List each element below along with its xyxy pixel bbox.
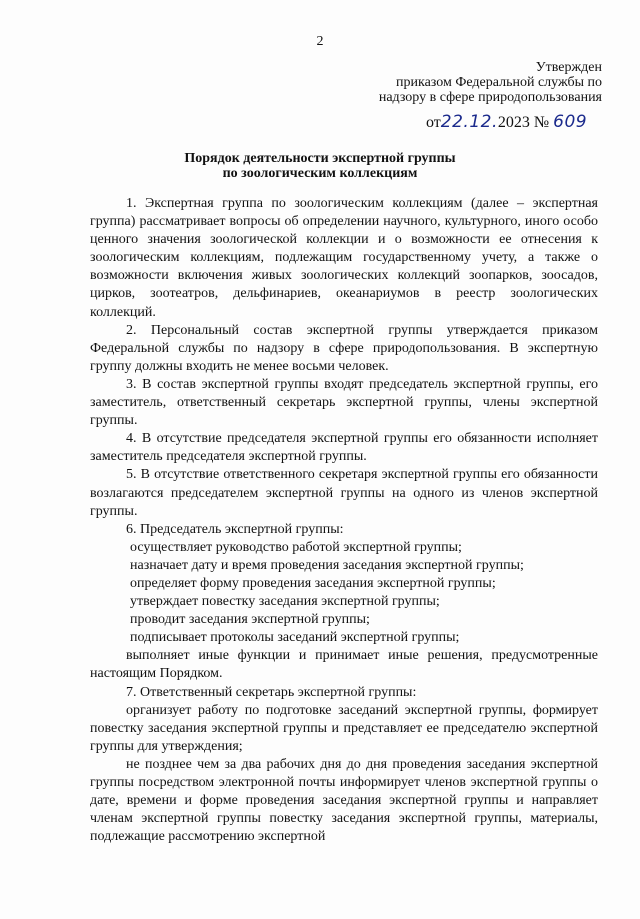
paragraph-7: 7. Ответственный секретарь экспертной группы: xyxy=(126,684,417,700)
document-title xyxy=(0,151,640,181)
order-number-label: № xyxy=(533,114,550,131)
approval-line: надзору в сфере природопользования xyxy=(378,90,602,105)
order-date-number xyxy=(426,112,587,132)
order-year: 2023 xyxy=(497,114,530,131)
paragraph-1: 1. Экспертная группа по зоологическим коллекциям (далее – экспертная группа) рассматривает вопросы об определении научного, культурного, иного особо ценного значения зоологической коллекции и о возможности ее отнесения к зоологическим коллекциям, подлежащим государственному учету, а также о возможности включения живых зоологических коллекций зоопарков, зоосадов, цирков, зоотеатров, дельфинариев, океанариумов в реестр зоологических коллекций. xyxy=(90,196,598,320)
chairman-duty: подписывает протоколы заседаний экспертной группы; xyxy=(130,630,460,646)
order-prefix: от xyxy=(426,114,441,131)
approval-line: приказом Федеральной службы по xyxy=(396,75,602,90)
approval-line: Утвержден xyxy=(535,60,602,75)
handwritten-date: 22.12. xyxy=(440,112,498,132)
page-number: 2 xyxy=(316,34,324,49)
handwritten-order-number: 609 xyxy=(553,112,588,132)
title-line-1: Порядок деятельности экспертной группы xyxy=(184,151,456,166)
chairman-duty-last: выполняет иные функции и принимает иные решения, предусмотренные настоящим Порядком. xyxy=(90,648,598,682)
secretary-duty: не позднее чем за два рабочих дня до дня проведения заседания экспертной группы посредством электронной почты информирует членов экспертной группы о дате, времени и форме проведения заседания экспертной группы и направляет членам экспертной группы повестку заседания экспертной группы, материалы, подлежащие рассмотрению экспертной xyxy=(90,756,598,845)
chairman-duty: утверждает повестку заседания экспертной группы; xyxy=(130,594,440,610)
paragraph-5: 5. В отсутствие ответственного секретаря экспертной группы его обязанности возлагаются председателем экспертной группы на одного из членов экспертной группы. xyxy=(90,467,598,519)
document-body xyxy=(90,195,598,846)
paragraph-6: 6. Председатель экспертной группы: xyxy=(126,521,344,537)
paragraph-4: 4. В отсутствие председателя экспертной группы его обязанности исполняет заместитель председателя экспертной группы. xyxy=(90,431,598,465)
paragraph-3: 3. В состав экспертной группы входят председатель экспертной группы, его заместитель, ответственный секретарь экспертной группы, члены экспертной группы. xyxy=(90,376,598,429)
secretary-duty: организует работу по подготовке заседаний экспертной группы, формирует повестку заседания экспертной группы и представляет ее председателю экспертной группы для утверждения; xyxy=(90,702,598,754)
chairman-duty: осуществляет руководство работой экспертной группы; xyxy=(130,539,462,555)
chairman-duty: определяет форму проведения заседания экспертной группы; xyxy=(130,575,496,591)
paragraph-2: 2. Персональный состав экспертной группы утверждается приказом Федеральной службы по надзору в сфере природопользования. В экспертную группу должны входить не менее восьми человек. xyxy=(90,322,598,374)
chairman-duty: назначает дату и время проведения заседания экспертной группы; xyxy=(130,557,524,573)
approval-stamp xyxy=(379,60,602,105)
title-line-2: по зоологическим коллекциям xyxy=(222,166,418,181)
chairman-duty: проводит заседания экспертной группы; xyxy=(130,612,370,628)
